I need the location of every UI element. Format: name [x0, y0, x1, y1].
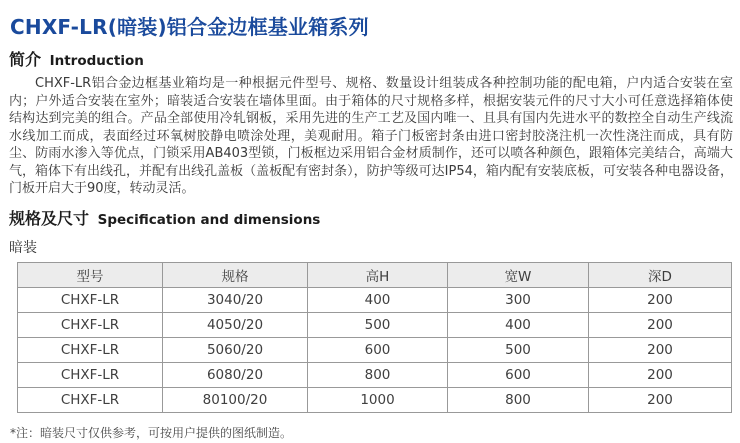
table-cell: 80100/20: [163, 387, 308, 412]
table-header-row: [18, 262, 732, 287]
table-cell: CHXF-LR: [18, 337, 163, 362]
table-row: [18, 312, 732, 337]
table-cell: 600: [448, 362, 589, 387]
table-cell: 300: [448, 287, 589, 312]
footnote: *注：暗装尺寸仅供参考，可按用户提供的图纸制造。: [10, 425, 293, 440]
spec-heading-en: Specification and dimensions: [97, 211, 321, 228]
table-cell: 500: [448, 337, 589, 362]
table-cell: 400: [308, 287, 448, 312]
table-row: [18, 287, 732, 312]
table-cell: CHXF-LR: [18, 312, 163, 337]
table-cell: 1000: [308, 387, 448, 412]
intro-paragraph: CHXF-LR铝合金边框基业箱均是一种根据元件型号、规格、数量设计组装成各种控制功能的配电箱，户内适合安装在室内；户外适合安装在室外；暗装适合安装在墙体里面。由于箱体的尺寸规格多样，根据安装元件的尺寸大小可任意选择箱体使结构达到完美的组合。产品全部使用冷轧钢板，采用先进的生产工艺及国内唯一、且具有国内先进水平的数控全自动生产线流水线加工而成，表面经过环氧树胶静电喷涂处理，美观耐用。箱子门板密封条由进口密封胶浇注机一次性浇注而成，具有防尘、防雨水渗入等优点，门锁采用AB403型锁，门板框边采用铝合金材质制作，还可以喷各种颜色，跟箱体完美结合，高端大气，箱体下有出线孔，并配有出线孔盖板（盖板配有密封条），防护等级可达IP54，箱内配有安装底板，可安装各种电器设备，门板开启大于90度，转动灵活。: [9, 76, 733, 196]
table-row: [18, 387, 732, 412]
column-header-spec: 规格: [163, 262, 308, 287]
section-heading-introduction: [9, 50, 733, 71]
table-row: [18, 337, 732, 362]
table-cell: 5060/20: [163, 337, 308, 362]
section-heading-specification: [9, 209, 733, 230]
intro-heading-en: Introduction: [49, 53, 144, 69]
column-header-width: 宽W: [448, 262, 589, 287]
table-cell: 6080/20: [163, 362, 308, 387]
spec-heading-zh: 规格及尺寸: [9, 208, 90, 228]
table-cell: 800: [448, 387, 589, 412]
column-header-model: 型号: [18, 262, 163, 287]
table-cell: CHXF-LR: [18, 287, 163, 312]
table-cell: CHXF-LR: [18, 387, 163, 412]
table-cell: 800: [308, 362, 448, 387]
table-cell: 200: [589, 287, 732, 312]
column-header-height: 高H: [308, 262, 448, 287]
table-cell: 200: [589, 387, 732, 412]
spec-table: [17, 262, 732, 413]
column-header-depth: 深D: [589, 262, 732, 287]
table-row: [18, 362, 732, 387]
intro-heading-zh: 简介: [9, 50, 42, 69]
table-cell: 200: [589, 337, 732, 362]
mounting-type-label: 暗装: [9, 239, 37, 256]
table-cell: 600: [308, 337, 448, 362]
table-cell: 4050/20: [163, 312, 308, 337]
spec-table-body: [18, 287, 732, 412]
spec-table-header: [18, 262, 732, 287]
table-cell: 200: [589, 312, 732, 337]
page-title: CHXF-LR(暗装)铝合金边框基业箱系列: [10, 15, 369, 39]
table-cell: 3040/20: [163, 287, 308, 312]
table-cell: 500: [308, 312, 448, 337]
table-cell: 400: [448, 312, 589, 337]
table-cell: CHXF-LR: [18, 362, 163, 387]
table-cell: 200: [589, 362, 732, 387]
